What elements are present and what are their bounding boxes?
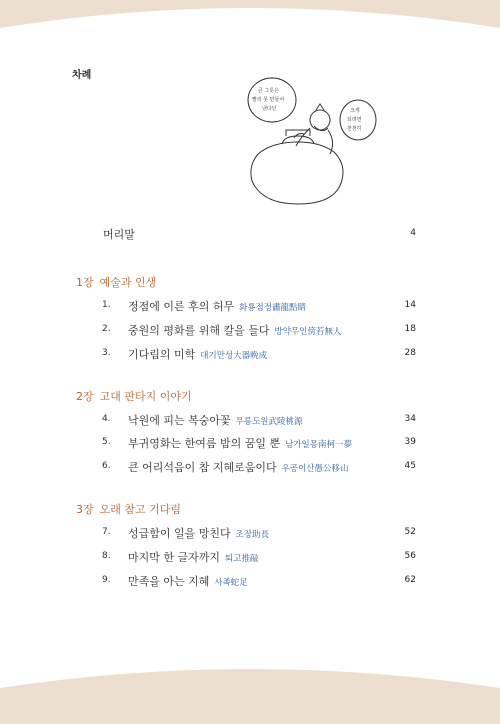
toc-row-8[interactable]	[0, 549, 500, 567]
entry-title: 성급함이 일을 망친다	[128, 527, 231, 540]
entry-page: 34	[404, 414, 416, 424]
chapter-label: 3장	[76, 503, 94, 516]
bubble-right-line-1: 크게	[350, 108, 360, 114]
entry-title: 기다림의 미학	[128, 348, 196, 361]
preface-page: 4	[410, 228, 416, 238]
entry-page: 62	[404, 575, 416, 585]
entry-title: 부귀영화는 한여름 밤의 꿈일 뿐	[128, 437, 281, 450]
entry-idiom: 퇴고推敲	[225, 554, 259, 564]
chapter-label: 1장	[76, 276, 94, 289]
entry-number: 7.	[102, 527, 111, 537]
entry-title: 만족을 아는 지혜	[128, 575, 210, 588]
entry-page: 52	[404, 527, 416, 537]
chapter-title: 예술과 인생	[99, 276, 157, 289]
bubble-right-line-2: 되려면	[347, 117, 362, 123]
chapter-title: 오래 참고 기다림	[99, 503, 181, 516]
toc-row-4[interactable]	[0, 412, 500, 430]
chapter-label: 2장	[76, 390, 94, 403]
entry-idiom: 남가일몽南柯一夢	[285, 440, 352, 450]
entry-idiom: 방약무인傍若無人	[274, 327, 342, 337]
entry-page: 39	[404, 437, 416, 447]
entry-number: 6.	[102, 461, 111, 471]
toc-heading: 차례	[72, 70, 92, 81]
bubble-left-line-2: 빨리 못 만들어	[252, 97, 285, 103]
chapter-1-heading[interactable]	[76, 274, 156, 290]
toc-row-9[interactable]	[0, 573, 500, 591]
toc-row-preface[interactable]	[0, 226, 500, 244]
entry-title: 낙원에 피는 복숭아꽃	[128, 414, 231, 427]
chapter-title: 고대 판타지 이야기	[99, 390, 192, 403]
entry-page: 45	[404, 461, 416, 471]
entry-idiom: 우공이산愚公移山	[281, 464, 349, 474]
bubble-left-line-1: 큰 그릇은	[258, 88, 279, 94]
entry-idiom: 무릉도원武陵桃源	[235, 417, 303, 427]
entry-idiom: 대기만성大器晩成	[200, 351, 268, 361]
entry-number: 3.	[102, 348, 111, 358]
entry-page: 56	[404, 551, 416, 561]
entry-number: 5.	[102, 437, 111, 447]
entry-idiom: 조장助長	[235, 530, 270, 540]
entry-title: 중원의 평화를 위해 칼을 들다	[128, 324, 270, 337]
entry-page: 18	[404, 324, 416, 334]
entry-idiom: 화룡점정畵龍點睛	[239, 303, 306, 313]
toc-row-6[interactable]	[0, 459, 500, 477]
entry-title: 정점에 이른 후의 허무	[128, 300, 235, 313]
entry-title: 큰 어리석음이 참 지혜로움이다	[128, 461, 277, 474]
toc-row-7[interactable]	[0, 525, 500, 543]
chapter-2-heading[interactable]	[76, 388, 192, 404]
entry-idiom: 사족蛇足	[214, 578, 248, 588]
entry-number: 2.	[102, 324, 111, 334]
preface-title: 머리말	[103, 228, 135, 241]
scholar-with-jar-illustration	[238, 76, 378, 206]
entry-number: 1.	[102, 300, 111, 310]
entry-page: 28	[404, 348, 416, 358]
chapter-3-heading[interactable]	[76, 501, 181, 517]
entry-number: 8.	[102, 551, 111, 561]
bubble-right-line-3: 천천히	[347, 126, 362, 132]
toc-row-2[interactable]	[0, 322, 500, 340]
toc-row-3[interactable]	[0, 346, 500, 364]
toc-row-1[interactable]	[0, 298, 500, 316]
bubble-left-line-3: 낸다던	[262, 106, 277, 112]
entry-title: 마지막 한 글자까지	[128, 551, 221, 564]
entry-number: 4.	[102, 414, 111, 424]
entry-page: 14	[404, 300, 416, 310]
toc-row-5[interactable]	[0, 435, 500, 453]
entry-number: 9.	[102, 575, 111, 585]
